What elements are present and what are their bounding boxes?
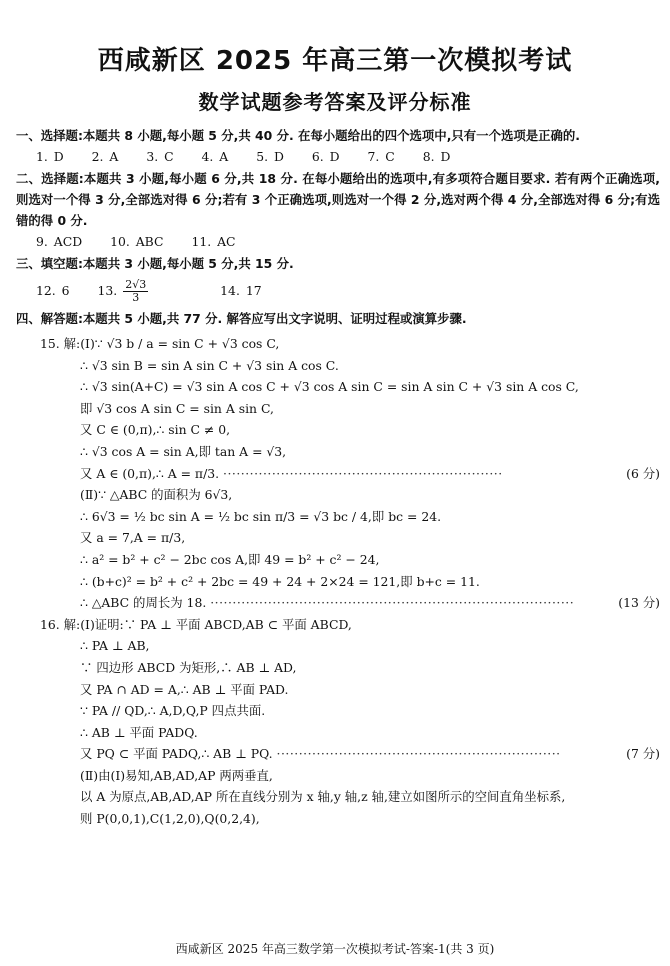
solution-line: ∴ √3 cos A = sin A,即 tan A = √3, <box>80 443 287 459</box>
solution-line: (Ⅱ)由(Ⅰ)易知,AB,AD,AP 两两垂直, <box>80 767 273 783</box>
answer-item: 7. C <box>367 149 395 164</box>
answer-item: 3. C <box>146 149 174 164</box>
solution-line: 15. 解:(Ⅰ)∵ √3 b / a = sin C + √3 cos C, <box>40 336 280 351</box>
answer-item: 12. 6 <box>36 283 70 298</box>
solution-text: 又 A ∈ (0,π),∴ A = π/3. <box>80 465 220 481</box>
fraction-denominator: 3 <box>132 291 140 304</box>
solution-line: 则 P(0,0,1),C(1,2,0),Q(0,2,4), <box>80 811 260 827</box>
answer-item-13 <box>97 278 198 304</box>
answer-item: 6. D <box>311 149 340 164</box>
page-title: 西咸新区 2025 年高三第一次模拟考试 <box>97 46 573 76</box>
answer-item: 5. D <box>256 149 284 164</box>
solution-text: 又 PQ ⊂ 平面 PADQ,∴ AB ⊥ PQ. <box>80 746 273 762</box>
section-3-answers <box>16 274 660 308</box>
page-footer: 西咸新区 2025 年高三数学第一次模拟考试-答案-1(共 3 页) <box>175 942 495 956</box>
solution-16 <box>16 614 660 830</box>
solution-line: ∴ √3 sin(A+C) = √3 sin A cos C + √3 cos A sin C = sin A sin C + √3 sin A cos C, <box>80 379 579 395</box>
solution-line: 即 √3 cos A sin C = sin A sin C, <box>80 400 274 416</box>
dot-leader: ································································ <box>276 746 561 762</box>
answer-label: 13. <box>97 283 118 298</box>
score-marker: (7 分) <box>626 746 660 762</box>
solution-line: ∴ √3 sin B = sin A sin C + √3 sin A cos C. <box>80 357 339 373</box>
solution-line: ∴ 6√3 = ½ bc sin A = ½ bc sin π/3 = √3 bc / 4,即 bc = 24. <box>80 508 442 524</box>
solution-line: 以 A 为原点,AB,AD,AP 所在直线分别为 x 轴,y 轴,z 轴,建立如图所示的空间直角坐标系, <box>80 789 566 805</box>
solution-line: ∵ PA // QD,∴ A,D,Q,P 四点共面. <box>80 703 266 719</box>
solution-line-scored <box>40 743 660 765</box>
solution-line: ∴ a² = b² + c² − 2bc cos A,即 49 = b² + c² − 24, <box>80 551 380 567</box>
solution-line: ∴ AB ⊥ 平面 PADQ. <box>80 724 198 740</box>
answer-item: 9. ACD <box>36 234 83 249</box>
solution-line: ∴ PA ⊥ AB, <box>80 638 150 654</box>
fraction <box>123 279 170 304</box>
answer-item: 8. D <box>422 149 451 164</box>
solution-line: 16. 解:(Ⅰ)证明:∵ PA ⊥ 平面 ABCD,AB ⊂ 平面 ABCD, <box>40 616 352 632</box>
score-marker: (13 分) <box>618 595 660 611</box>
solution-line: 又 a = 7,A = π/3, <box>80 530 186 546</box>
answer-content <box>16 125 660 830</box>
answer-item: 4. A <box>201 149 229 164</box>
answer-item: 11. AC <box>191 234 236 249</box>
section-2-description: 二、选择题:本题共 3 小题,每小题 6 分,共 18 分. 在每小题给出的选项中,有多项符合题目要求. 若有两个正确选项,则选对一个得 3 分,全部选对得 6 分;若有 3 个正确选项,则选对一个得 2 分,选对两个得 4 分,全部选对得 6 分;有选错的得 0 分. <box>16 171 660 228</box>
section-1-answers <box>16 146 660 168</box>
section-3-description: 三、填空题:本题共 3 小题,每小题 5 分,共 15 分. <box>16 256 294 271</box>
dot-leader: ······························································· <box>223 465 503 481</box>
solution-line-scored <box>40 463 660 485</box>
solution-text: ∴ △ABC 的周长为 18. <box>80 595 207 611</box>
solution-line: 又 PA ∩ AD = A,∴ AB ⊥ 平面 PAD. <box>80 681 289 697</box>
answer-item: 10. ABC <box>110 234 164 249</box>
section-1-description: 一、选择题:本题共 8 小题,每小题 5 分,共 40 分. 在每小题给出的四个选项中,只有一个选项是正确的. <box>16 128 581 143</box>
solution-line: 又 C ∈ (0,π),∴ sin C ≠ 0, <box>80 422 231 438</box>
section-4-description: 四、解答题:本题共 5 小题,共 77 分. 解答应写出文字说明、证明过程或演算步骤. <box>16 311 467 326</box>
solution-line-scored <box>40 592 660 614</box>
solution-line: (Ⅱ)∵ △ABC 的面积为 6√3, <box>80 487 233 503</box>
score-marker: (6 分) <box>626 465 660 481</box>
answer-item: 14. 17 <box>220 283 262 298</box>
dot-leader: ·················································································· <box>210 595 575 611</box>
solution-line: ∴ (b+c)² = b² + c² + 2bc = 49 + 24 + 2×24 = 121,即 b+c = 11. <box>80 573 480 589</box>
solution-line: ∵ 四边形 ABCD 为矩形,∴ AB ⊥ AD, <box>80 659 297 675</box>
page-subtitle: 数学试题参考答案及评分标准 <box>198 90 472 114</box>
answer-item: 1. D <box>36 149 64 164</box>
answer-item: 2. A <box>91 149 119 164</box>
fraction-numerator: 2√3 <box>125 278 147 291</box>
solution-15 <box>16 333 660 614</box>
section-2-answers <box>16 231 660 253</box>
